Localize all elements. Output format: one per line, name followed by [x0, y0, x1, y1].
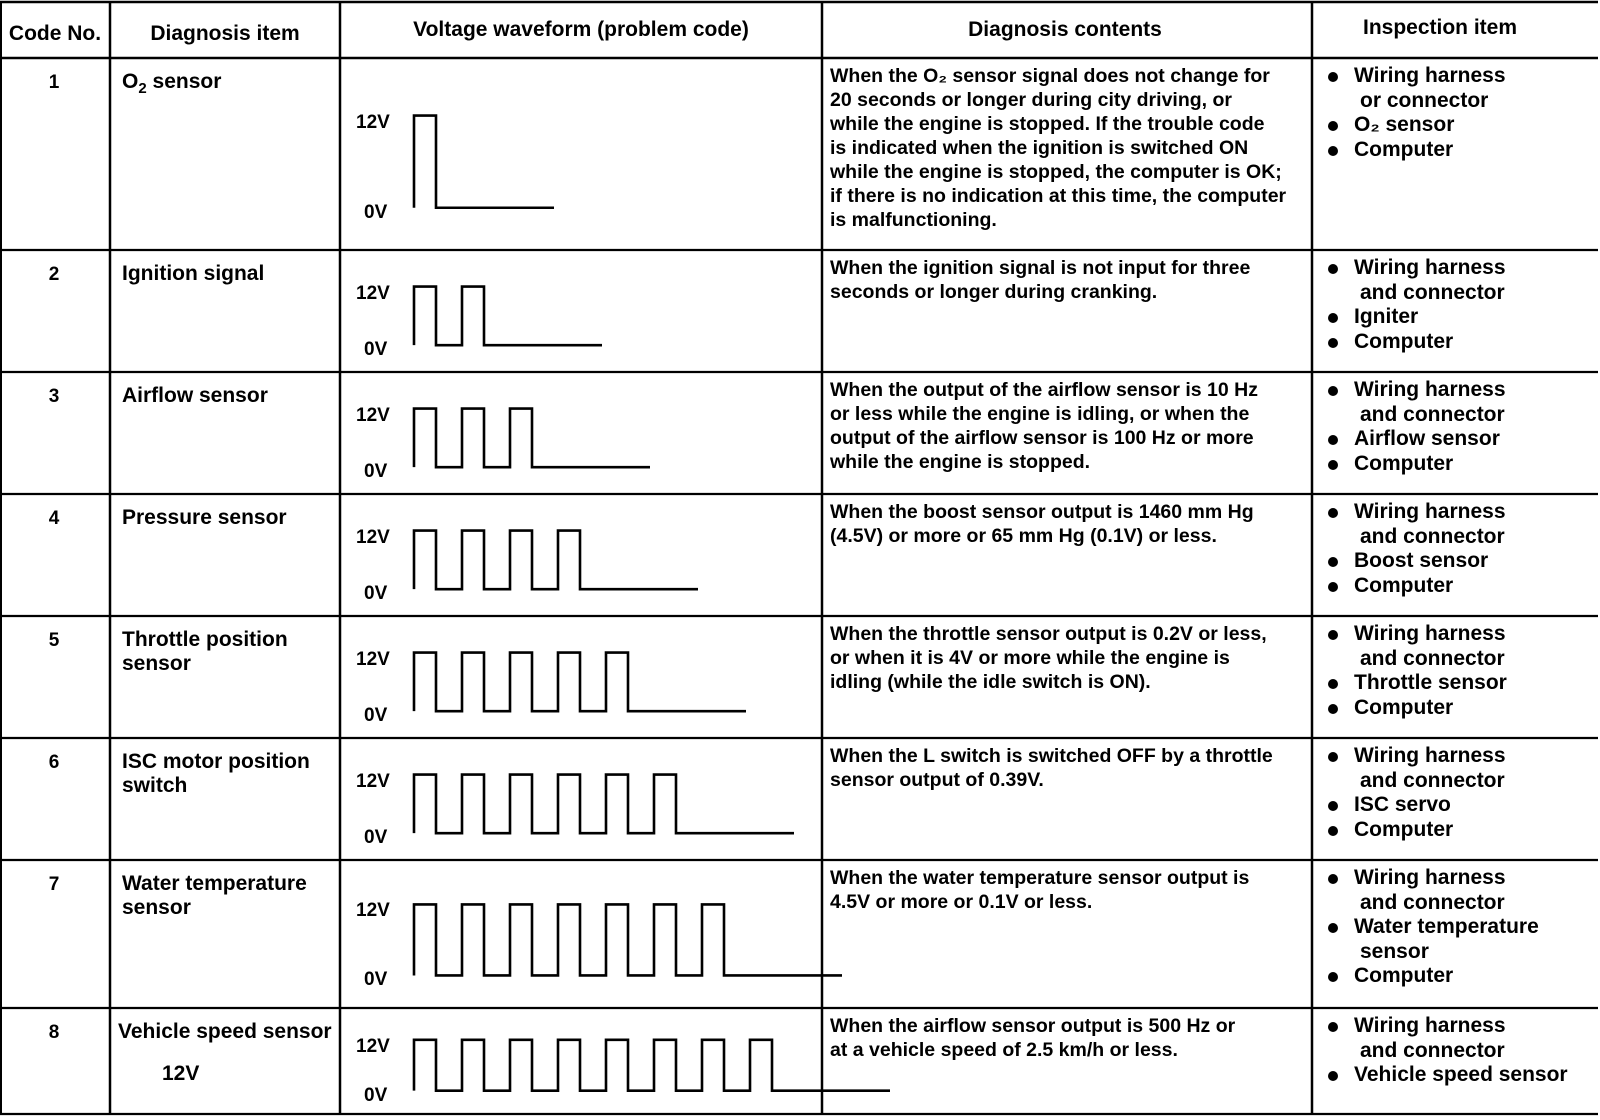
- voltage-label-low: 0V: [364, 339, 388, 361]
- contents-line: When the throttle sensor output is 0.2V or less,: [830, 623, 1267, 645]
- contents-line: sensor output of 0.39V.: [830, 769, 1044, 791]
- row-diagnosis-item: Ignition signal: [122, 262, 265, 285]
- inspection-bullet-item: Computer: [1326, 574, 1598, 599]
- contents-line: When the ignition signal is not input for three: [830, 257, 1251, 279]
- contents-line: When the output of the airflow sensor is 10 Hz: [830, 379, 1258, 401]
- inspection-bullet-item: Computer: [1326, 452, 1598, 477]
- row-code-no: 3: [48, 386, 60, 407]
- contents-line: When the O₂ sensor signal does not change for: [830, 65, 1270, 87]
- voltage-label-high: 12V: [356, 282, 390, 304]
- row-code-no: 5: [48, 630, 60, 651]
- header-diagnosis-item: Diagnosis item: [150, 22, 300, 45]
- contents-line: output of the airflow sensor is 100 Hz or more: [830, 427, 1254, 449]
- row-diagnosis-item: Water temperature sensor: [122, 872, 307, 919]
- voltage-label-high: 12V: [356, 770, 390, 792]
- contents-line: while the engine is stopped, the computer is OK;: [830, 161, 1282, 183]
- pulse-waveform: [414, 775, 794, 834]
- row-code-no: 2: [48, 264, 60, 285]
- row-code-no: 7: [48, 874, 60, 895]
- pulse-waveform: [414, 409, 650, 468]
- inspection-bullet-item: Wiring harness: [1326, 378, 1598, 403]
- contents-line: 20 seconds or longer during city driving, or: [830, 89, 1232, 111]
- inspection-bullet-item: Wiring harness: [1326, 64, 1598, 89]
- row-inspection-items: [1314, 256, 1598, 354]
- row-diagnosis-contents: [822, 1014, 1312, 1062]
- row-diagnosis-contents: [822, 378, 1312, 474]
- pulse-waveform: [414, 116, 554, 208]
- row-diagnosis-item: ISC motor position switch: [122, 750, 310, 797]
- inspection-continuation: and connector: [1360, 646, 1505, 670]
- row-inspection-items: [1314, 1014, 1598, 1088]
- header-inspection-item: Inspection item: [1362, 16, 1518, 39]
- inspection-bullet-item: Wiring harness: [1326, 1014, 1598, 1039]
- voltage-label-low: 0V: [364, 461, 388, 483]
- contents-line: When the L switch is switched OFF by a throttle: [830, 745, 1273, 767]
- row-diagnosis-item: Pressure sensor: [122, 506, 287, 529]
- pulse-waveform: [414, 1040, 890, 1091]
- voltage-label-high: 12V: [356, 111, 390, 133]
- row-inspection-items: [1314, 622, 1598, 720]
- row-diagnosis-item: Airflow sensor: [122, 384, 268, 407]
- inspection-continuation: sensor: [1360, 939, 1429, 963]
- inspection-bullet-item: Throttle sensor: [1326, 671, 1598, 696]
- row-inspection-items: [1314, 744, 1598, 842]
- inspection-bullet-item: Vehicle speed sensor: [1326, 1063, 1598, 1088]
- header-code-no: Code No.: [8, 22, 102, 45]
- inspection-bullet-item: ISC servo: [1326, 793, 1598, 818]
- row-diagnosis-contents: [822, 64, 1312, 232]
- contents-line: is indicated when the ignition is switched ON: [830, 137, 1249, 159]
- contents-line: or less while the engine is idling, or when the: [830, 403, 1250, 425]
- row-inspection-items: [1314, 866, 1598, 989]
- voltage-label-low: 0V: [364, 201, 388, 223]
- voltage-label-low: 0V: [364, 827, 388, 849]
- contents-line: When the boost sensor output is 1460 mm Hg: [830, 501, 1254, 523]
- voltage-label-low: 0V: [364, 583, 388, 605]
- inspection-bullet-item: Wiring harness: [1326, 500, 1598, 525]
- inspection-continuation: or connector: [1360, 88, 1489, 112]
- contents-line: seconds or longer during cranking.: [830, 281, 1158, 303]
- inspection-continuation: and connector: [1360, 524, 1505, 548]
- row-diagnosis-item-extra: 12V: [162, 1062, 200, 1085]
- inspection-bullet-item: Water temperature: [1326, 915, 1598, 940]
- contents-line: at a vehicle speed of 2.5 km/h or less.: [830, 1039, 1178, 1061]
- header-diagnosis-contents: Diagnosis contents: [968, 18, 1162, 41]
- inspection-bullet-item: Computer: [1326, 818, 1598, 843]
- row-diagnosis-item: $O_2$ sensor: [122, 70, 222, 97]
- contents-line: (4.5V) or more or 65 mm Hg (0.1V) or less.: [830, 525, 1217, 547]
- contents-line: When the airflow sensor output is 500 Hz or: [830, 1015, 1236, 1037]
- row-diagnosis-item: Vehicle speed sensor 12V: [112, 1020, 338, 1086]
- pulse-waveform: [414, 531, 698, 590]
- inspection-bullet-item: Computer: [1326, 330, 1598, 355]
- row-inspection-items: [1314, 64, 1598, 162]
- contents-line: while the engine is stopped.: [830, 451, 1091, 473]
- voltage-label-high: 12V: [356, 900, 390, 922]
- row-code-no: 6: [48, 752, 60, 773]
- voltage-label-low: 0V: [364, 705, 388, 727]
- row-code-no: 4: [48, 508, 60, 529]
- inspection-bullet-item: Wiring harness: [1326, 622, 1598, 647]
- contents-line: is malfunctioning.: [830, 209, 997, 231]
- pulse-waveform: [414, 653, 746, 712]
- inspection-continuation: and connector: [1360, 1038, 1505, 1062]
- row-diagnosis-contents: [822, 256, 1312, 304]
- contents-line: 4.5V or more or 0.1V or less.: [830, 891, 1093, 913]
- inspection-bullet-item: Boost sensor: [1326, 549, 1598, 574]
- voltage-label-low: 0V: [364, 1084, 388, 1106]
- voltage-label-high: 12V: [356, 404, 390, 426]
- row-diagnosis-contents: [822, 866, 1312, 914]
- header-voltage-waveform: Voltage waveform (problem code): [413, 18, 749, 41]
- inspection-bullet-item: Computer: [1326, 696, 1598, 721]
- inspection-bullet-item: Wiring harness: [1326, 744, 1598, 769]
- row-inspection-items: [1314, 500, 1598, 598]
- row-diagnosis-contents: [822, 500, 1312, 548]
- contents-line: if there is no indication at this time, the computer: [830, 185, 1287, 207]
- contents-line: or when it is 4V or more while the engine is: [830, 647, 1230, 669]
- inspection-bullet-item: Airflow sensor: [1326, 427, 1598, 452]
- contents-line: idling (while the idle switch is ON).: [830, 671, 1151, 693]
- inspection-bullet-item: Wiring harness: [1326, 256, 1598, 281]
- inspection-bullet-item: O₂ sensor: [1326, 113, 1598, 138]
- inspection-continuation: and connector: [1360, 768, 1505, 792]
- inspection-continuation: and connector: [1360, 402, 1505, 426]
- inspection-bullet-item: Computer: [1326, 964, 1598, 989]
- voltage-label-high: 12V: [356, 526, 390, 548]
- voltage-label-high: 12V: [356, 1035, 390, 1057]
- inspection-bullet-item: Igniter: [1326, 305, 1598, 330]
- row-diagnosis-contents: [822, 622, 1312, 694]
- row-code-no: 8: [48, 1022, 60, 1043]
- inspection-bullet-item: Wiring harness: [1326, 866, 1598, 891]
- pulse-waveform: [414, 904, 842, 975]
- contents-line: When the water temperature sensor output is: [830, 867, 1250, 889]
- row-diagnosis-item: Throttle position sensor: [122, 628, 288, 675]
- inspection-continuation: and connector: [1360, 890, 1505, 914]
- row-diagnosis-contents: [822, 744, 1312, 792]
- voltage-label-low: 0V: [364, 969, 388, 991]
- voltage-label-high: 12V: [356, 648, 390, 670]
- inspection-continuation: and connector: [1360, 280, 1505, 304]
- inspection-bullet-item: Computer: [1326, 138, 1598, 163]
- pulse-waveform: [414, 287, 602, 346]
- contents-line: while the engine is stopped. If the trouble code: [830, 113, 1265, 135]
- row-inspection-items: [1314, 378, 1598, 476]
- row-code-no: 1: [48, 72, 60, 93]
